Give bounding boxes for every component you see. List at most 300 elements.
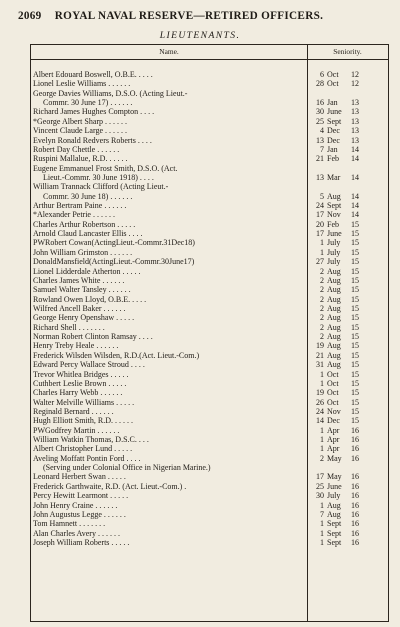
seniority-month: Oct (327, 378, 339, 388)
seniority-day: 2 (320, 303, 324, 313)
officer-name: Trevor Whitlea Bridges . . . . . (33, 369, 129, 379)
table-row (31, 398, 388, 407)
seniority-year: 15 (351, 388, 359, 398)
seniority-year: 15 (351, 369, 359, 379)
seniority-day: 21 (316, 154, 324, 164)
officer-name: Charles Harry Webb . . . . . . (33, 388, 123, 398)
seniority-year: 12 (351, 79, 359, 89)
seniority-month: Aug (327, 360, 341, 370)
seniority-date (311, 201, 387, 210)
seniority-day: 2 (320, 285, 324, 295)
table-row (31, 482, 388, 491)
officer-name: Albert Christopher Lund . . . . . (33, 444, 133, 454)
officer-name: Charles Arthur Robertson . . . . . (33, 219, 136, 229)
seniority-year: 12 (351, 70, 359, 79)
seniority-month: Oct (327, 388, 339, 398)
officer-name: Reginald Bernard . . . . . . (33, 406, 114, 416)
table-row (31, 510, 388, 519)
seniority-day: 1 (320, 378, 324, 388)
seniority-year: 15 (351, 350, 359, 360)
table-row (31, 313, 388, 322)
table-row (31, 89, 388, 98)
seniority-date (311, 295, 387, 304)
seniority-date (311, 323, 387, 332)
seniority-month: Aug (327, 509, 341, 519)
table-row (31, 229, 388, 238)
seniority-year: 15 (351, 285, 359, 295)
seniority-day: 26 (316, 397, 324, 407)
seniority-day: 28 (316, 79, 324, 89)
officer-name: Wilfred Ancell Baker . . . . . . (33, 303, 126, 313)
seniority-date (311, 192, 387, 201)
officer-name: Henry Treby Heale . . . . . . (33, 341, 119, 351)
officer-name: Joseph William Roberts . . . . . (33, 537, 130, 547)
table-row (31, 519, 388, 528)
seniority-year: 13 (351, 98, 359, 108)
seniority-day: 30 (316, 491, 324, 501)
seniority-year: 14 (351, 172, 359, 182)
seniority-year: 14 (351, 191, 359, 201)
running-head (18, 10, 388, 22)
seniority-year: 16 (351, 509, 359, 519)
seniority-day: 20 (316, 219, 324, 229)
table-row (31, 107, 388, 116)
seniority-day: 24 (316, 201, 324, 211)
seniority-month: Aug (327, 341, 341, 351)
seniority-day: 1 (320, 528, 324, 538)
seniority-date (311, 164, 387, 173)
table-row (31, 501, 388, 510)
table-header (31, 45, 388, 60)
seniority-date (311, 351, 387, 360)
seniority-year: 16 (351, 444, 359, 454)
seniority-date (311, 154, 387, 163)
table-row (31, 463, 388, 472)
officer-name: Commr. 30 June 17) . . . . . . (43, 98, 133, 108)
seniority-month: June (327, 481, 342, 491)
table-row (31, 70, 388, 79)
seniority-month: July (327, 491, 341, 501)
seniority-day: 1 (320, 247, 324, 257)
seniority-month: Apr (327, 435, 340, 445)
seniority-day: 30 (316, 107, 324, 117)
seniority-year: 15 (351, 294, 359, 304)
officer-name: *Alexander Petrie . . . . . . (33, 210, 115, 220)
seniority-year: 15 (351, 397, 359, 407)
seniority-date (311, 238, 387, 247)
seniority-month: Sept (327, 519, 342, 529)
seniority-day: 27 (316, 257, 324, 267)
seniority-day: 24 (316, 406, 324, 416)
table-row (31, 454, 388, 463)
seniority-month: Aug (327, 294, 341, 304)
seniority-month: Sept (327, 537, 342, 547)
seniority-month: Aug (327, 285, 341, 295)
seniority-month: Aug (327, 500, 341, 510)
seniority-date (311, 136, 387, 145)
seniority-date (311, 491, 387, 500)
seniority-year: 14 (351, 154, 359, 164)
seniority-year: 13 (351, 107, 359, 117)
officer-name: John Augustus Legge . . . . . . (33, 509, 126, 519)
officer-name: PWGodfrey Martin . . . . . . (33, 425, 120, 435)
seniority-year: 15 (351, 360, 359, 370)
seniority-date (311, 407, 387, 416)
seniority-date (311, 426, 387, 435)
seniority-date (311, 107, 387, 116)
seniority-month: June (327, 107, 342, 117)
seniority-day: 25 (316, 481, 324, 491)
seniority-month: Aug (327, 322, 341, 332)
seniority-month: July (327, 238, 341, 248)
seniority-day: 5 (320, 191, 324, 201)
table-row (31, 472, 388, 481)
table-row (31, 220, 388, 229)
officer-name: PWRobert Cowan(ActingLieut.-Commr.31Dec18) (33, 238, 195, 248)
officer-name: Walter Melville Williams . . . . . (33, 397, 135, 407)
seniority-table (30, 44, 389, 622)
seniority-year: 15 (351, 275, 359, 285)
seniority-date (311, 444, 387, 453)
officer-name: Richard Shell . . . . . . . (33, 322, 105, 332)
table-row (31, 304, 388, 313)
seniority-day: 1 (320, 519, 324, 529)
seniority-year: 15 (351, 406, 359, 416)
seniority-day: 1 (320, 500, 324, 510)
seniority-date (311, 454, 387, 463)
seniority-month: Aug (327, 350, 341, 360)
table-row (31, 529, 388, 538)
seniority-date (311, 229, 387, 238)
seniority-day: 1 (320, 537, 324, 547)
officer-name: Rowland Owen Lloyd, O.B.E. . . . . (33, 294, 147, 304)
seniority-day: 2 (320, 313, 324, 323)
table-row (31, 379, 388, 388)
seniority-date (311, 370, 387, 379)
seniority-date (311, 117, 387, 126)
seniority-day: 19 (316, 388, 324, 398)
seniority-month: Aug (327, 332, 341, 342)
table-body (31, 70, 388, 547)
seniority-day: 17 (316, 229, 324, 239)
seniority-date (311, 501, 387, 510)
seniority-day: 7 (320, 509, 324, 519)
seniority-day: 1 (320, 444, 324, 454)
seniority-year: 16 (351, 528, 359, 538)
seniority-year: 15 (351, 238, 359, 248)
seniority-year: 15 (351, 341, 359, 351)
seniority-year: 16 (351, 425, 359, 435)
seniority-month: Sept (327, 201, 342, 211)
seniority-month: May (327, 472, 342, 482)
table-row (31, 126, 388, 135)
seniority-month: Sept (327, 116, 342, 126)
seniority-year: 15 (351, 219, 359, 229)
seniority-month: Aug (327, 303, 341, 313)
seniority-month: Feb (327, 219, 339, 229)
seniority-day: 2 (320, 266, 324, 276)
seniority-year: 16 (351, 537, 359, 547)
seniority-date (311, 388, 387, 397)
seniority-day: 25 (316, 116, 324, 126)
seniority-day: 6 (320, 70, 324, 79)
table-row (31, 154, 388, 163)
seniority-day: 4 (320, 126, 324, 136)
seniority-year: 15 (351, 378, 359, 388)
seniority-month: Oct (327, 369, 339, 379)
seniority-year: 14 (351, 210, 359, 220)
table-row (31, 295, 388, 304)
seniority-month: July (327, 257, 341, 267)
seniority-year: 14 (351, 201, 359, 211)
seniority-day: 1 (320, 435, 324, 445)
seniority-year: 13 (351, 116, 359, 126)
officer-name: Hugh Elliott Smith, R.D. . . . . . (33, 416, 134, 426)
seniority-month: Jan (327, 98, 338, 108)
table-row (31, 182, 388, 191)
seniority-year: 15 (351, 229, 359, 239)
seniority-day: 13 (316, 135, 324, 145)
seniority-year: 15 (351, 313, 359, 323)
seniority-date (311, 332, 387, 341)
officer-name: Charles James White . . . . . . (33, 275, 125, 285)
seniority-day: 7 (320, 144, 324, 154)
officer-name: Lieut.-Commr. 30 June 1918) . . . . (43, 172, 154, 182)
officer-name: Commr. 30 June 18) . . . . . . (43, 191, 133, 201)
seniority-day: 13 (316, 172, 324, 182)
table-row (31, 332, 388, 341)
seniority-month: Dec (327, 135, 340, 145)
seniority-date (311, 248, 387, 257)
table-row (31, 257, 388, 266)
seniority-date (311, 285, 387, 294)
seniority-month: Oct (327, 397, 339, 407)
officer-name: Vincent Claude Large . . . . . . (33, 126, 128, 136)
seniority-month: Oct (327, 70, 339, 79)
seniority-day: 19 (316, 341, 324, 351)
seniority-month: Oct (327, 79, 339, 89)
seniority-date (311, 89, 387, 98)
seniority-day: 14 (316, 416, 324, 426)
table-row (31, 360, 388, 369)
seniority-date (311, 482, 387, 491)
table-row (31, 173, 388, 182)
seniority-year: 16 (351, 481, 359, 491)
seniority-year: 15 (351, 322, 359, 332)
seniority-date (311, 173, 387, 182)
officer-name: Eugene Emmanuel Frost Smith, D.S.O. (Act. (33, 163, 178, 173)
officer-name: William Watkin Thomas, D.S.C. . . . (33, 435, 149, 445)
seniority-month: Feb (327, 154, 339, 164)
seniority-date (311, 313, 387, 322)
seniority-day: 2 (320, 294, 324, 304)
table-row (31, 444, 388, 453)
seniority-day: 1 (320, 238, 324, 248)
seniority-day: 16 (316, 98, 324, 108)
seniority-year: 16 (351, 519, 359, 529)
officer-name: Tom Hamnett . . . . . . . (33, 519, 106, 529)
seniority-date (311, 416, 387, 425)
officer-name: Frederick Wilsden Wilsden, R.D.(Act. Lieut.-Com.) (33, 350, 200, 360)
table-row (31, 136, 388, 145)
seniority-month: Aug (327, 275, 341, 285)
officer-name: John William Grimston . . . . . . (33, 247, 133, 257)
seniority-month: July (327, 247, 341, 257)
seniority-month: Dec (327, 416, 340, 426)
seniority-year: 15 (351, 303, 359, 313)
officer-name: Percy Hewitt Learmont . . . . . (33, 491, 129, 501)
table-row (31, 117, 388, 126)
seniority-year: 15 (351, 257, 359, 267)
seniority-date (311, 70, 387, 79)
table-row (31, 407, 388, 416)
seniority-date (311, 182, 387, 191)
seniority-month: Nov (327, 406, 341, 416)
seniority-month: Apr (327, 425, 340, 435)
seniority-date (311, 435, 387, 444)
seniority-date (311, 126, 387, 135)
table-row (31, 201, 388, 210)
officer-name: Leonard Herbert Swan . . . . . (33, 472, 126, 482)
seniority-date (311, 379, 387, 388)
seniority-month: Aug (327, 313, 341, 323)
table-row (31, 145, 388, 154)
seniority-month: Nov (327, 210, 341, 220)
seniority-date (311, 529, 387, 538)
page-number: 2069 (18, 10, 42, 22)
section-title: LIEUTENANTS. (159, 30, 241, 41)
table-row (31, 285, 388, 294)
officer-name: George Henry Openshaw . . . . . (33, 313, 135, 323)
seniority-date (311, 257, 387, 266)
officer-name: George Davies Williams, D.S.O. (Acting Lieut.- (33, 88, 188, 98)
seniority-year: 15 (351, 247, 359, 257)
table-row (31, 351, 388, 360)
seniority-year: 16 (351, 453, 359, 463)
seniority-month: Sept (327, 528, 342, 538)
seniority-year: 16 (351, 500, 359, 510)
seniority-year: 15 (351, 266, 359, 276)
officer-name: Samuel Walter Tansley . . . . . . (33, 285, 131, 295)
officer-name: Richard James Hughes Compton . . . . (33, 107, 155, 117)
seniority-month: Jan (327, 144, 338, 154)
table-row (31, 323, 388, 332)
table-row (31, 370, 388, 379)
seniority-day: 17 (316, 210, 324, 220)
table-row (31, 426, 388, 435)
seniority-date (311, 510, 387, 519)
seniority-month: Mar (327, 172, 341, 182)
seniority-day: 1 (320, 425, 324, 435)
seniority-year: 14 (351, 144, 359, 154)
officer-name: Frederick Garthwaite, R.D. (Act. Lieut.-Com.) . (33, 481, 187, 491)
officer-name: *George Albert Sharp . . . . . . (33, 116, 128, 126)
seniority-date (311, 145, 387, 154)
seniority-date (311, 519, 387, 528)
seniority-year: 16 (351, 472, 359, 482)
table-row (31, 79, 388, 88)
seniority-year: 15 (351, 416, 359, 426)
officer-name: Albert Edouard Boswell, O.B.E. . . . . (33, 70, 153, 79)
seniority-day: 1 (320, 369, 324, 379)
officer-name: Evelyn Ronald Redvers Roberts . . . . (33, 135, 152, 145)
table-row (31, 164, 388, 173)
table-row (31, 388, 388, 397)
seniority-day: 2 (320, 453, 324, 463)
table-row (31, 248, 388, 257)
seniority-date (311, 341, 387, 350)
seniority-day: 2 (320, 275, 324, 285)
table-row (31, 238, 388, 247)
officer-name: Arnold Claud Lancaster Ellis . . . . (33, 229, 143, 239)
table-row (31, 538, 388, 547)
officer-name: Norman Robert Clinton Ramsay . . . . (33, 332, 153, 342)
table-row (31, 98, 388, 107)
table-row (31, 491, 388, 500)
officer-name: Lionel Lidderdale Atherton . . . . . (33, 266, 141, 276)
seniority-date (311, 472, 387, 481)
column-header-seniority: Seniority. (333, 47, 362, 56)
seniority-year: 13 (351, 135, 359, 145)
seniority-date (311, 79, 387, 88)
seniority-year: 16 (351, 435, 359, 445)
seniority-year: 15 (351, 332, 359, 342)
officer-name: Edward Percy Wallace Stroud . . . . (33, 360, 145, 370)
seniority-year: 16 (351, 491, 359, 501)
seniority-month: Aug (327, 191, 341, 201)
seniority-day: 2 (320, 322, 324, 332)
officer-name: Ruspini Mallalue, R.D. . . . . . (33, 154, 128, 164)
seniority-date (311, 210, 387, 219)
officer-name: Alan Charles Avery . . . . . . (33, 528, 120, 538)
table-row (31, 435, 388, 444)
officer-name: DonaldMansfield(ActingLieut.-Commr.30June17) (33, 257, 195, 267)
seniority-day: 31 (316, 360, 324, 370)
seniority-date (311, 463, 387, 472)
seniority-month: June (327, 229, 342, 239)
seniority-day: 17 (316, 472, 324, 482)
seniority-date (311, 267, 387, 276)
seniority-date (311, 360, 387, 369)
officer-name: Robert Day Chettle . . . . . . (33, 144, 120, 154)
seniority-day: 21 (316, 350, 324, 360)
table-row (31, 276, 388, 285)
seniority-date (311, 276, 387, 285)
seniority-month: Aug (327, 266, 341, 276)
officer-name: John Henry Craine . . . . . . (33, 500, 118, 510)
table-row (31, 416, 388, 425)
seniority-date (311, 398, 387, 407)
seniority-month: Apr (327, 444, 340, 454)
seniority-year: 13 (351, 126, 359, 136)
officer-name: Arthur Bertram Paine . . . . . . (33, 201, 127, 211)
seniority-month: Dec (327, 126, 340, 136)
seniority-date (311, 98, 387, 107)
officer-name: Cuthbert Leslie Brown . . . . . (33, 378, 127, 388)
table-row (31, 210, 388, 219)
table-row (31, 192, 388, 201)
seniority-day: 2 (320, 332, 324, 342)
running-title: ROYAL NAVAL RESERVE—RETIRED OFFICERS. (54, 10, 324, 22)
officer-name: Aveling Moffatt Pontin Ford . . . . (33, 453, 141, 463)
table-row (31, 341, 388, 350)
officer-name: Lionel Leslie Williams . . . . . . (33, 79, 131, 89)
table-row (31, 267, 388, 276)
officer-name: (Serving under Colonial Office in Nigerian Marine.) (43, 463, 211, 473)
seniority-date (311, 220, 387, 229)
officer-name: William Trannack Clifford (Acting Lieut.- (33, 182, 169, 192)
seniority-month: May (327, 453, 342, 463)
